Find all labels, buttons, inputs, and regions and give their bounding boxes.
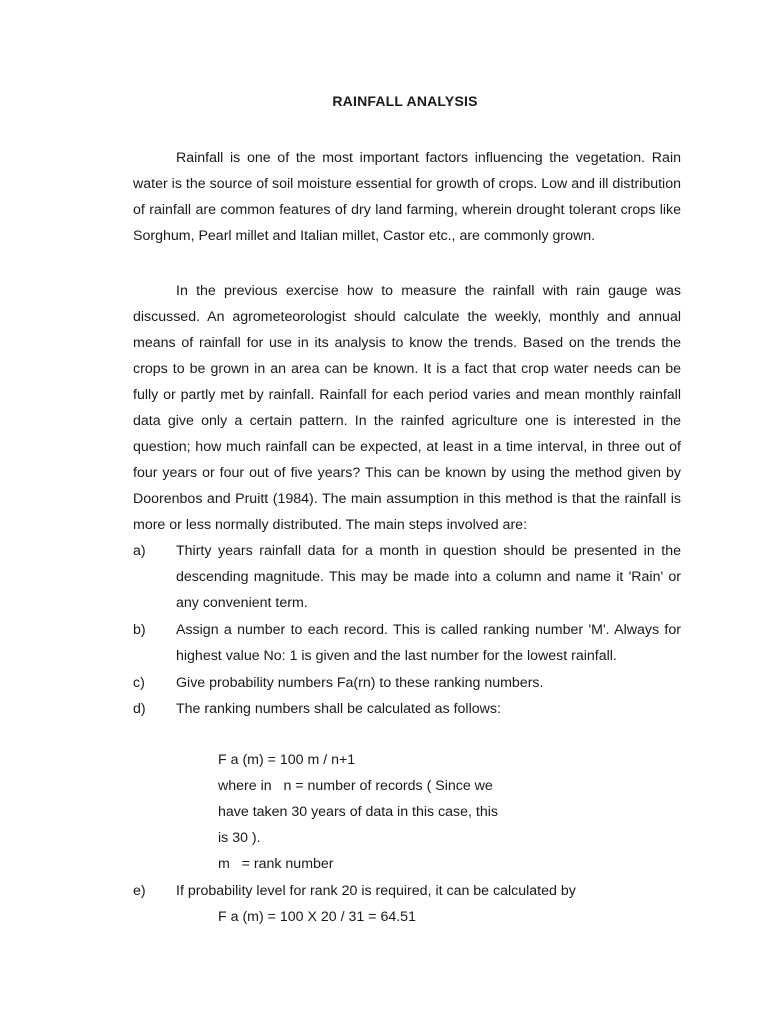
- formula-block: [218, 747, 538, 877]
- step-text: If probability level for rank 20 is required, it can be calculated by: [176, 883, 576, 899]
- step-a: [133, 538, 681, 616]
- formula-where-line-1: where in n = number of records ( Since we: [218, 778, 493, 794]
- formula-equation: F a (m) = 100 m / n+1: [218, 752, 356, 768]
- step-marker: a): [133, 543, 146, 559]
- step-text: Thirty years rainfall data for a month in question should be presented in the descending magnitude. This may be made into a column and name it 'Rain' or any convenient term.: [176, 543, 681, 611]
- step-e: [133, 878, 681, 904]
- step-marker: b): [133, 622, 146, 638]
- paragraph-method: In the previous exercise how to measure the rainfall with rain gauge was discussed. An agrometeorologist should calculate the weekly, monthly and annual means of rainfall for use in its analysis to know the trends. Based on the trends the crops to be grown in an area can be known. It is a fact that crop water needs can be fully or partly met by rainfall. Rainfall for each period varies and mean monthly rainfall data give only a certain pattern. In the rainfed agriculture one is interested in the question; how much rainfall can be expected, at least in a time interval, in three out of four years or four out of five years? This can be known by using the method given by Doorenbos and Pruitt (1984). The main assumption in this method is that the rainfall is more or less normally distributed. The main steps involved are:: [133, 283, 681, 533]
- example-formula: F a (m) = 100 X 20 / 31 = 64.51: [218, 909, 416, 925]
- step-d: [133, 696, 681, 722]
- paragraph-intro: Rainfall is one of the most important factors influencing the vegetation. Rain water is the source of soil moisture essential for growth of crops. Low and ill distribution of rainfall are common features of dry land farming, wherein drought tolerant crops like Sorghum, Pearl millet and Italian millet, Castor etc., are commonly grown.: [133, 150, 681, 244]
- step-c: [133, 670, 681, 696]
- document-title: RAINFALL ANALYSIS: [332, 93, 478, 109]
- formula-m-definition: m = rank number: [218, 856, 334, 872]
- step-marker: e): [133, 883, 146, 899]
- step-text: Give probability numbers Fa(rn) to these ranking numbers.: [176, 675, 544, 691]
- step-marker: d): [133, 701, 146, 717]
- formula-where-line-2: have taken 30 years of data in this case, this: [218, 804, 498, 820]
- step-text: The ranking numbers shall be calculated as follows:: [176, 701, 501, 717]
- step-b: [133, 617, 681, 669]
- formula-where-line-3: is 30 ).: [218, 830, 261, 846]
- step-text: Assign a number to each record. This is called ranking number 'M'. Always for highest value No: 1 is given and the last number for the lowest rainfall.: [176, 622, 681, 664]
- step-marker: c): [133, 675, 145, 691]
